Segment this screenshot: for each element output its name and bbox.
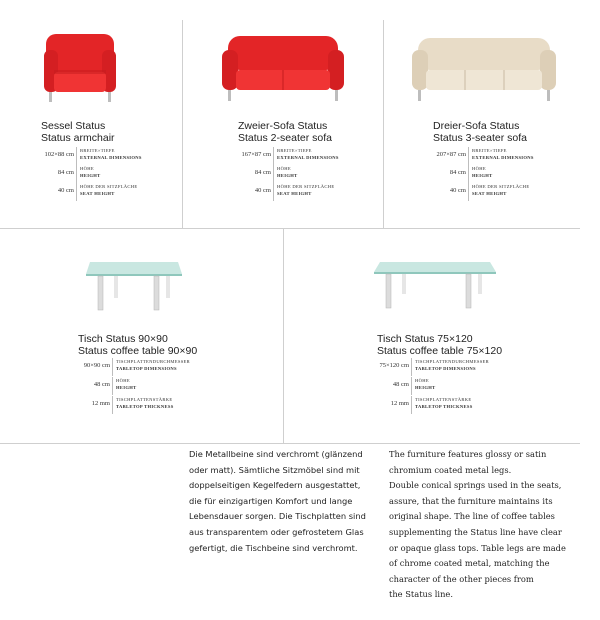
text-line: chromium coated metal legs. <box>389 464 512 475</box>
description-en <box>389 447 566 603</box>
spec-label-en: TABLETOP DIMENSIONS <box>415 366 476 371</box>
text-line: supplementing the Status line have clear <box>389 526 562 537</box>
spec-value: 84 cm <box>449 169 466 176</box>
row-divider-2 <box>0 443 580 444</box>
spec-divider <box>112 377 113 395</box>
table-square-title-de: Tisch Status 90×90 <box>78 333 168 345</box>
spec-divider <box>76 147 77 165</box>
three-seater-title <box>433 120 527 144</box>
table-square-title-en: Status coffee table 90×90 <box>78 345 198 357</box>
spec-value: 102×88 cm <box>44 151 74 158</box>
spec-value: 12 mm <box>390 400 409 407</box>
spec-label-en: TABLETOP THICKNESS <box>116 404 174 409</box>
spec-label-en: TABLETOP THICKNESS <box>415 404 473 409</box>
spec-row <box>221 183 371 205</box>
text-line: aus transparentem oder gefrostetem Glas <box>189 526 364 537</box>
table-rect-title-de: Tisch Status 75×120 <box>377 333 473 345</box>
two-seater-title <box>238 120 332 144</box>
spec-value: 12 mm <box>91 400 110 407</box>
spec-label-en: SEAT HEIGHT <box>472 191 507 196</box>
spec-value: 40 cm <box>57 187 74 194</box>
spec-label-de: HÖHE DER SITZFLÄCHE <box>472 184 530 189</box>
table-square-title <box>78 333 197 357</box>
table-rect-title-en: Status coffee table 75×120 <box>377 345 503 357</box>
two-seater-title-en: Status 2-seater sofa <box>238 132 332 144</box>
spec-divider <box>273 165 274 183</box>
text-line: die für einzigartigen Komfort und lange <box>189 495 353 506</box>
text-line: Lebensdauer sorgen. Die Tischplatten sind <box>189 511 366 522</box>
table-rect-title <box>377 333 502 357</box>
spec-label-de: TISCHPLATTENDURCHMESSER <box>415 359 490 364</box>
spec-row <box>60 396 210 418</box>
armchair-title <box>41 120 115 144</box>
spec-label-en: EXTERNAL DIMENSIONS <box>472 155 534 160</box>
text-line: character of the other pieces from <box>389 573 534 584</box>
text-line: or opaque glass tops. Table legs are made <box>389 542 566 553</box>
spec-divider <box>411 396 412 414</box>
coffee-table-rect-image <box>372 254 498 314</box>
coffee-table-square-image <box>84 252 184 316</box>
text-line: the Status line. <box>389 589 453 600</box>
spec-value: 84 cm <box>254 169 271 176</box>
spec-label-de: HÖHE <box>277 166 291 171</box>
spec-label-de: HÖHE DER SITZFLÄCHE <box>80 184 138 189</box>
text-line: The furniture features glossy or satin <box>389 449 547 459</box>
two-seater-title-de: Zweier-Sofa Status <box>238 120 328 132</box>
column-divider-1 <box>182 20 183 228</box>
spec-label-de: BREITE×TIEFE <box>472 148 507 153</box>
spec-label-de: HÖHE DER SITZFLÄCHE <box>277 184 335 189</box>
spec-value: 84 cm <box>57 169 74 176</box>
three-seater-sofa-image <box>408 36 560 104</box>
three-seater-title-en: Status 3-seater sofa <box>433 132 527 144</box>
spec-divider <box>273 183 274 201</box>
spec-value: 90×90 cm <box>83 362 110 369</box>
text-line: gefertigt, die Tischbeine sind verchromt. <box>189 542 358 553</box>
spec-row <box>24 183 174 205</box>
spec-label-en: HEIGHT <box>472 173 493 178</box>
spec-label-de: BREITE×TIEFE <box>80 148 115 153</box>
spec-label-de: HÖHE <box>80 166 94 171</box>
spec-divider <box>112 396 113 414</box>
spec-label-en: EXTERNAL DIMENSIONS <box>277 155 339 160</box>
spec-label-en: EXTERNAL DIMENSIONS <box>80 155 142 160</box>
spec-value: 40 cm <box>449 187 466 194</box>
text-line: Die Metallbeine sind verchromt (glänzend <box>189 449 363 459</box>
spec-label-en: HEIGHT <box>80 173 101 178</box>
spec-label-en: HEIGHT <box>415 385 436 390</box>
column-divider-3 <box>283 228 284 443</box>
text-line: doppelseitigen Kegelfedern ausgestattet, <box>189 480 361 491</box>
spec-divider <box>76 165 77 183</box>
spec-label-de: HÖHE <box>116 378 130 383</box>
armchair-image <box>40 32 120 106</box>
row-divider-1 <box>0 228 580 229</box>
text-line: of chrome coated metal, matching the <box>389 558 550 569</box>
text-line: Double conical springs used in the seats, <box>389 480 562 491</box>
spec-value: 207×87 cm <box>436 151 466 158</box>
three-seater-title-de: Dreier-Sofa Status <box>433 120 520 132</box>
spec-label-en: SEAT HEIGHT <box>80 191 115 196</box>
spec-label-de: HÖHE <box>415 378 429 383</box>
spec-label-de: HÖHE <box>472 166 486 171</box>
two-seater-sofa-image <box>218 34 348 104</box>
spec-value: 40 cm <box>254 187 271 194</box>
spec-divider <box>112 358 113 376</box>
spec-divider <box>411 377 412 395</box>
text-line: original shape. The line of coffee tables <box>389 511 555 522</box>
spec-row <box>359 396 509 418</box>
spec-label-en: TABLETOP DIMENSIONS <box>116 366 177 371</box>
spec-label-de: TISCHPLATTENSTÄRKE <box>116 397 173 402</box>
spec-divider <box>468 165 469 183</box>
spec-value: 48 cm <box>93 381 110 388</box>
spec-value: 48 cm <box>392 381 409 388</box>
spec-divider <box>273 147 274 165</box>
armchair-title-en: Status armchair <box>41 132 115 144</box>
spec-label-de: BREITE×TIEFE <box>277 148 312 153</box>
column-divider-2 <box>383 20 384 228</box>
description-de <box>189 447 366 556</box>
spec-divider <box>76 183 77 201</box>
spec-value: 75×120 cm <box>379 362 409 369</box>
spec-row <box>416 183 566 205</box>
spec-label-en: HEIGHT <box>277 173 298 178</box>
spec-value: 167×87 cm <box>241 151 271 158</box>
spec-divider <box>468 147 469 165</box>
spec-label-de: TISCHPLATTENSTÄRKE <box>415 397 472 402</box>
spec-label-en: SEAT HEIGHT <box>277 191 312 196</box>
spec-divider <box>468 183 469 201</box>
spec-divider <box>411 358 412 376</box>
text-line: assure, that the furniture maintains its <box>389 495 553 506</box>
spec-label-de: TISCHPLATTENDURCHMESSER <box>116 359 191 364</box>
spec-label-en: HEIGHT <box>116 385 137 390</box>
text-line: oder matt). Sämtliche Sitzmöbel sind mit <box>189 464 360 475</box>
armchair-title-de: Sessel Status <box>41 120 106 132</box>
